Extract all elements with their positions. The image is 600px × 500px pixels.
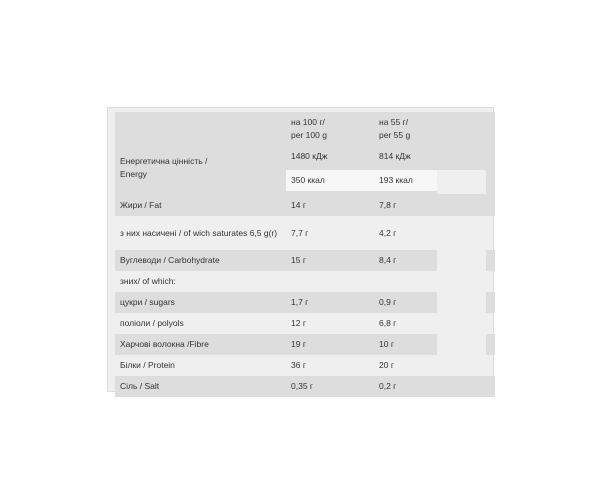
row-label: цукри / sugars [120,297,175,307]
table-row [115,194,495,216]
kcal-100-cell [286,170,374,191]
row-spacer [437,250,486,271]
row-value-100: 1,7 г [291,297,309,307]
row-spacer [437,355,486,376]
row-value-100 [286,271,374,292]
per55-header-line2: per 55 g [379,130,411,140]
per55-column [374,112,437,194]
row-value-55: 7,8 г [379,199,397,210]
row-value-100: 0,35 г [291,381,314,391]
kj-55: 814 кДж [379,151,411,161]
row-spacer [437,334,486,355]
kcal-55-cell [374,170,437,191]
row-spacer [437,271,486,292]
energy-label-line2: Energy [120,169,147,179]
table-row [115,292,495,313]
row-label: Білки / Protein [120,360,175,370]
kcal-55: 193 ккал [379,175,413,185]
row-spacer [437,376,486,397]
header-spacer [437,112,486,194]
row-value-100: 14 г [291,199,306,210]
kj-100: 1480 кДж [291,151,328,161]
per55-header-line1: на 55 г/ [379,117,409,127]
row-spacer [437,292,486,313]
table-row [115,376,495,397]
row-label: Харчові волокна /Fibre [120,339,209,349]
table-row [115,216,495,250]
row-spacer [437,194,486,216]
row-value-55: 6,8 г [379,318,397,328]
table-row [115,355,495,376]
row-value-100: 7,7 г [291,227,309,238]
row-spacer [437,216,486,250]
per100-header-line1: на 100 г/ [291,117,325,127]
table-row [115,271,495,292]
row-value-55: 0,2 г [379,381,397,391]
row-value-55: 8,4 г [379,255,397,265]
row-label: з них насичені / of wich saturates 6,5 g(r) [120,227,278,238]
row-label: зних/ of which: [120,276,176,286]
row-value-100: 15 г [291,255,306,265]
row-label: поліоли / polyols [120,318,184,328]
row-value-55: 20 г [379,360,394,370]
table-row [115,334,495,355]
per100-column [286,112,374,194]
nutrition-table [115,112,495,397]
row-value-100: 19 г [291,339,306,349]
energy-label-line1: Енергетична цінність / [120,156,208,166]
row-value-100: 12 г [291,318,306,328]
header-row [115,112,495,194]
table-row [115,313,495,334]
header-spacer-fill [437,170,486,194]
kcal-100: 350 ккал [291,175,325,185]
row-value-55: 4,2 г [379,227,397,238]
per100-header-line2: per 100 g [291,130,327,140]
row-label: Вуглеводи / Carbohydrate [120,255,220,265]
energy-label-cell [115,112,286,194]
row-value-55 [374,271,437,292]
table-row [115,250,495,271]
row-spacer [437,313,486,334]
row-label: Сіль / Salt [120,381,160,391]
row-label: Жири / Fat [120,199,162,210]
nutrition-panel [107,107,494,392]
row-value-100: 36 г [291,360,306,370]
row-value-55: 0,9 г [379,297,397,307]
row-value-55: 10 г [379,339,394,349]
